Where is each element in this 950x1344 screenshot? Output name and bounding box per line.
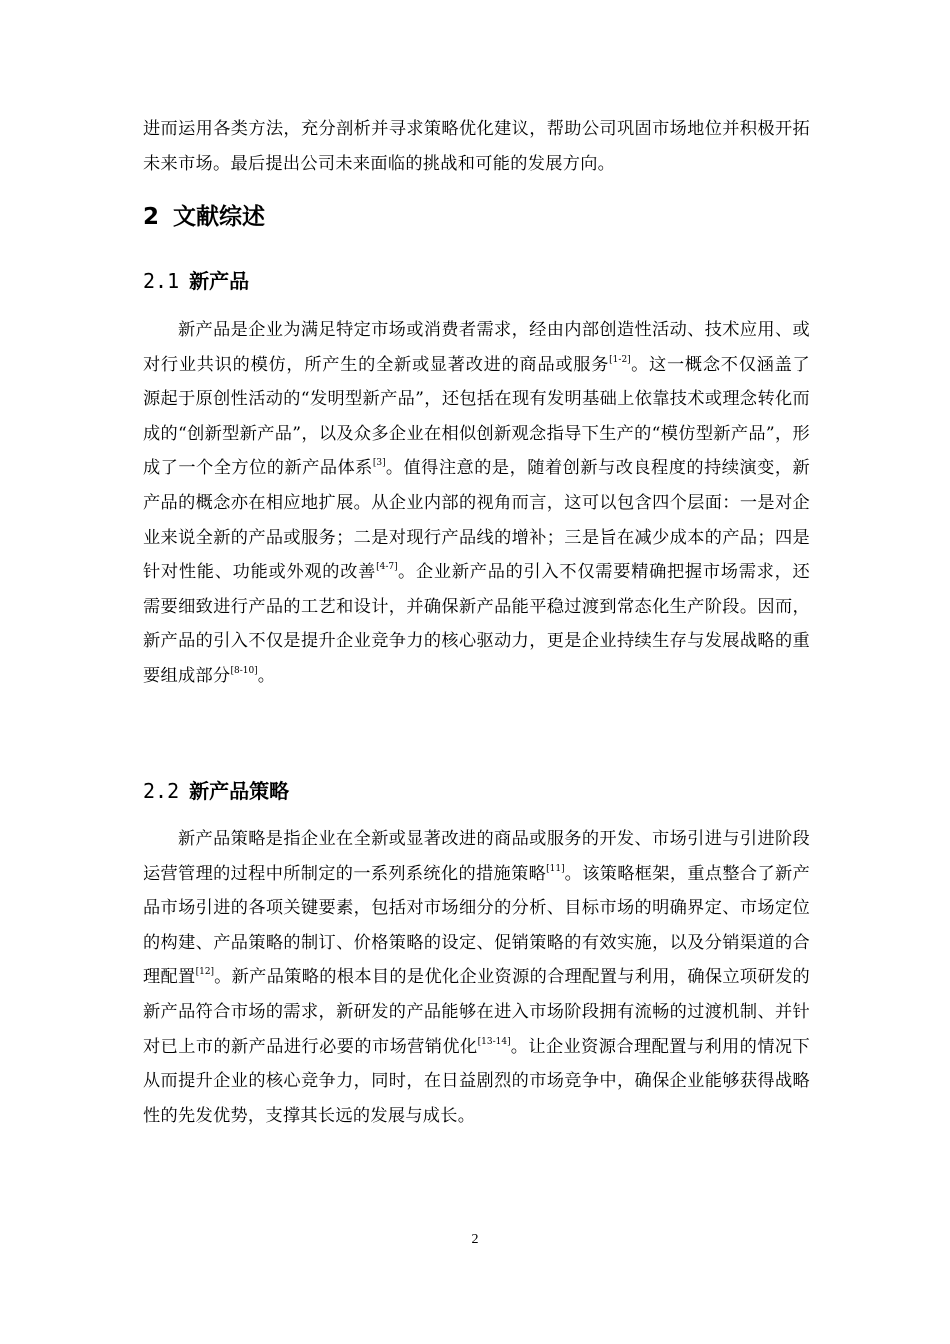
text-run: 。该策略框架，重点整合了新产品市场引进的各项关键要素，包括对市场细分的分析、目标市场的明确界定、市场定位的构建、产品策略的制订、价格策略的设定、促销策略的有效实施，以及分销渠道的合理配置 — [143, 863, 811, 988]
page-number: 2 — [471, 1232, 479, 1247]
text-run: 。企业新产品的引入不仅需要精确把握市场需求，还需要细致进行产品的工艺和设计，并确保新产品能平稳过渡到常态化生产阶段。因而，新产品的引入不仅是提升企业竞争力的核心驱动力，更是企业持续生存与发展战略的重要组成部分 — [143, 562, 810, 686]
text-run: 新产品是企业为满足特定市场或消费者需求，经由内部创造性活动、技术应用、或对行业共识的模仿，所产生的全新或显著改进的商品或服务 — [143, 320, 810, 375]
section-number: 2.1 — [143, 269, 180, 293]
intro-text: 进而运用各类方法，充分剖析并寻求策略优化建议，帮助公司巩固市场地位并积极开拓未来市场。最后提出公司未来面临的挑战和可能的发展方向。 — [143, 119, 810, 174]
section-2-heading — [143, 198, 265, 231]
section-2-1-heading — [143, 265, 249, 294]
section-number: 2 — [143, 204, 160, 230]
citation: [4-7] — [376, 562, 398, 573]
section-2-2-paragraph — [143, 822, 810, 1133]
section-title: 文献综述 — [173, 204, 266, 230]
intro-paragraph — [143, 112, 810, 181]
text-run: 。 — [257, 665, 276, 686]
citation: [3] — [372, 458, 386, 469]
citation: [13-14] — [477, 1036, 511, 1047]
citation: [11] — [546, 863, 565, 874]
section-number: 2.2 — [143, 779, 180, 803]
text-run: 新产品策略是指企业在全新或显著改进的商品或服务的开发、市场引进与引进阶段运营管理的过程中所制定的一系列系统化的措施策略 — [143, 829, 810, 884]
section-title: 新产品策略 — [189, 779, 290, 803]
text-run: 。值得注意的是，随着创新与改良程度的持续演变，新产品的概念亦在相应地扩展。从企业内部的视角而言，这可以包含四个层面：一是对企业来说全新的产品或服务；二是对现行产品线的增补；三是旨在减少成本的产品；四是针对性能、功能或外观的改善 — [143, 458, 810, 583]
citation: [1-2] — [609, 354, 631, 365]
text-run: 。让企业资源合理配置与利用的情况下从而提升企业的核心竞争力，同时，在日益剧烈的市场竞争中，确保企业能够获得战略性的先发优势，支撑其长远的发展与成长。 — [143, 1036, 810, 1126]
section-2-2-heading — [143, 775, 289, 804]
text-run: 。新产品策略的根本目的是优化企业资源的合理配置与利用，确保立项研发的新产品符合市场的需求，新研发的产品能够在进入市场阶段拥有流畅的过渡机制、并针对已上市的新产品进行必要的市场营销优化 — [143, 967, 811, 1057]
citation: [8-10] — [230, 665, 258, 676]
citation: [12] — [195, 967, 215, 978]
text-run: 。这一概念不仅涵盖了源起于原创性活动的“发明型新产品”，还包括在现有发明基础上依靠技术或理念转化而成的“创新型新产品”，以及众多企业在相似创新观念指导下生产的“模仿型新产品”，形成了一个全方位的新产品体系 — [143, 354, 810, 479]
section-title: 新产品 — [189, 269, 250, 293]
section-2-1-paragraph — [143, 313, 810, 694]
